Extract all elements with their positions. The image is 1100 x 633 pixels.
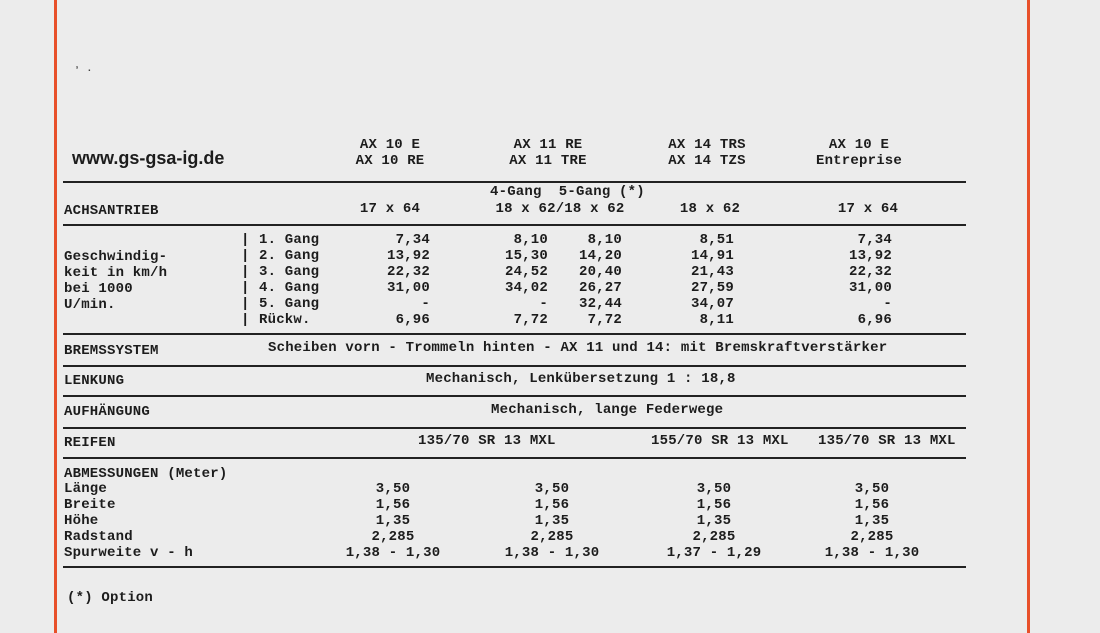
model-2-line-1: AX 11 RE [513,137,583,153]
speed-value: 14,20 [578,248,622,264]
lenkung-label: LENKUNG [64,373,125,389]
reifen-label: REIFEN [64,435,116,451]
achsantrieb-label: ACHSANTRIEB [64,203,159,219]
gear-label: 2. Gang [259,248,320,264]
dimension-value: 1,35 [696,513,732,529]
gear-label: 3. Gang [259,264,320,280]
speed-label [64,249,167,313]
speed-value: 31,00 [848,280,892,296]
gear-label: 1. Gang [259,232,320,248]
speed-value: 21,43 [690,264,734,280]
dimension-label: Höhe [64,513,99,529]
abmessungen-label: ABMESSUNGEN (Meter) [64,466,228,482]
speed-value: 7,72 [513,312,548,328]
speed-label-line: keit in km/h [64,265,168,281]
dimension-value: 1,37 - 1,29 [666,545,762,561]
gear-row-separator: | [241,248,250,264]
scan-specks: ʼ · [74,66,93,77]
gear-label: 5. Gang [259,296,320,312]
speed-value: 34,02 [504,280,548,296]
speed-value: 24,52 [504,264,548,280]
gear-row-separator: | [241,264,250,280]
rule [63,395,966,397]
dimension-value: 3,50 [696,481,732,497]
dimension-value: 1,56 [375,497,411,513]
dimension-value: 1,38 - 1,30 [345,545,441,561]
aufhaengung-value: Mechanisch, lange Federwege [491,402,724,418]
model-2-line-2: AX 11 TRE [509,153,587,169]
footnote: (*) Option [67,590,154,606]
rule [63,181,966,183]
bremssystem-label: BREMSSYSTEM [64,343,159,359]
reifen-value-2: 155/70 SR 13 MXL [651,433,789,449]
speed-value: 7,72 [587,312,622,328]
gear-row-separator: | [241,296,250,312]
model-4-line-1: AX 10 E [828,137,890,153]
dimension-value: 1,35 [534,513,570,529]
dimension-value: 2,285 [530,529,574,545]
dimension-value: 1,38 - 1,30 [504,545,600,561]
dimension-label: Radstand [64,529,133,545]
speed-value: 7,34 [857,232,892,248]
speed-label-line: Geschwindig- [64,249,168,265]
website-url: www.gs-gsa-ig.de [72,148,225,168]
dimension-label: Länge [64,481,108,497]
speed-value: 27,59 [690,280,734,296]
speed-label-line: U/min. [64,297,116,313]
gear-label: Rückw. [259,312,311,328]
gear-header: 4-Gang 5-Gang (*) [490,184,645,200]
dimension-value: 1,56 [854,497,890,513]
frame-right-border [1027,0,1030,633]
speed-value: 8,10 [587,232,622,248]
achsantrieb-value-4: 17 x 64 [837,201,899,217]
speed-label-line: bei 1000 [64,281,133,297]
dimension-value: 2,285 [692,529,736,545]
bremssystem-value: Scheiben vorn - Trommeln hinten - AX 11 und 14: mit Bremskraftverstärker [268,340,888,356]
dimension-value: 3,50 [375,481,411,497]
speed-value: 13,92 [386,248,430,264]
dimension-value: 1,38 - 1,30 [824,545,920,561]
model-1-line-2: AX 10 RE [355,153,425,169]
gear-row-separator: | [241,232,250,248]
model-3-line-1: AX 14 TRS [668,137,746,153]
speed-value: 31,00 [386,280,430,296]
gear-row-separator: | [241,280,250,296]
rule [63,457,966,459]
lenkung-value: Mechanisch, Lenkübersetzung 1 : 18,8 [426,371,736,387]
rule [63,224,966,226]
speed-value: 6,96 [857,312,892,328]
dimension-value: 1,56 [534,497,570,513]
dimension-value: 1,35 [854,513,890,529]
achsantrieb-value-2: 18 x 62/18 x 62 [495,201,625,217]
speed-value: 8,11 [699,312,734,328]
dimension-label: Breite [64,497,116,513]
model-4-line-2: Entreprise [815,153,902,169]
speed-value: - [883,296,892,312]
dimension-value: 3,50 [534,481,570,497]
speed-value: 7,34 [395,232,430,248]
speed-value: 8,10 [513,232,548,248]
achsantrieb-value-1: 17 x 64 [359,201,421,217]
speed-value: - [539,296,548,312]
speed-value: 32,44 [578,296,622,312]
rule [63,365,966,367]
frame-left-border [54,0,57,633]
dimension-label: Spurweite v - h [64,545,194,561]
speed-value: 22,32 [848,264,892,280]
gear-label: 4. Gang [259,280,320,296]
achsantrieb-value-3: 18 x 62 [679,201,741,217]
model-3-line-2: AX 14 TZS [668,153,746,169]
speed-value: 8,51 [699,232,734,248]
speed-value: 6,96 [395,312,430,328]
speed-value: - [421,296,430,312]
dimension-value: 1,56 [696,497,732,513]
speed-value: 22,32 [386,264,430,280]
speed-value: 20,40 [578,264,622,280]
reifen-value-1: 135/70 SR 13 MXL [418,433,556,449]
dimension-value: 1,35 [375,513,411,529]
gear-row-separator: | [241,312,250,328]
aufhaengung-label: AUFHÄNGUNG [64,404,151,420]
dimension-value: 2,285 [371,529,415,545]
speed-value: 14,91 [690,248,734,264]
reifen-value-3: 135/70 SR 13 MXL [818,433,956,449]
rule [63,427,966,429]
rule [63,566,966,568]
speed-value: 13,92 [848,248,892,264]
rule [63,333,966,335]
speed-value: 26,27 [578,280,622,296]
speed-value: 15,30 [504,248,548,264]
dimension-value: 2,285 [850,529,894,545]
model-1-line-1: AX 10 E [359,137,421,153]
dimension-value: 3,50 [854,481,890,497]
speed-value: 34,07 [690,296,734,312]
